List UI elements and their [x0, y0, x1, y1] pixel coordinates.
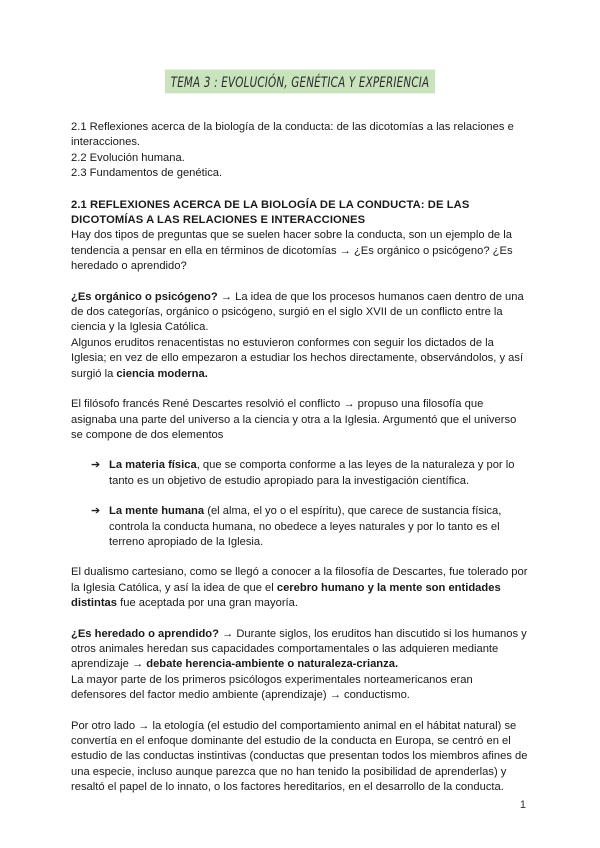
list-item-text: , que se comporta conforme a las leyes de la naturaleza y por lo tanto es un objetivo de estudio apropiado para la investigación científica.	[109, 459, 515, 487]
document-body	[71, 120, 531, 796]
question-heredado: ¿Es heredado o aprendido?	[71, 627, 219, 640]
toc-item: 2.3 Fundamentos de genética.	[71, 167, 223, 180]
list-item-bold: La mente humana	[109, 505, 205, 518]
question-organico-paragraph	[71, 290, 531, 336]
title-wrap	[0, 72, 600, 91]
question-organico-text: → La idea de que los procesos humanos caen dentro de una de dos categorías, orgánico o psicógeno, surgió en el siglo XVII de un conflicto entre la ciencia y la Iglesia Católica.	[71, 290, 524, 334]
intro-paragraph: Hay dos tipos de preguntas que se suelen hacer sobre la conducta, son un ejemplo de la tendencia a pensar en ella en términos de dicotomías → ¿Es orgánico o psicógeno? ¿Es heredado o aprendido?	[71, 229, 513, 273]
section-heading: 2.1 REFLEXIONES ACERCA DE LA BIOLOGÍA DE LA CONDUCTA: DE LAS DICOTOMÍAS A LAS RELACIONES E INTERACCIONES	[71, 198, 470, 227]
elements-list	[71, 458, 531, 550]
ciencia-moderna: ciencia moderna.	[116, 367, 208, 380]
page-title: TEMA 3 : EVOLUCIÓN, GENÉTICA Y EXPERIENCIA	[165, 70, 436, 94]
question-organico: ¿Es orgánico o psicógeno?	[71, 290, 218, 303]
list-item	[91, 504, 531, 550]
page-number: 1	[519, 799, 526, 811]
arrow-icon: ➔	[91, 505, 101, 518]
arrow-icon: ➔	[91, 459, 101, 472]
renacentistas-paragraph	[71, 336, 531, 382]
toc-item: 2.2 Evolución humana.	[71, 151, 185, 164]
dualismo-bold: cerebro humano y la mente son entidades distintas	[71, 581, 501, 610]
conductismo-paragraph: La mayor parte de los primeros psicólogos experimentales norteamericanos eran defensores del factor medio ambiente (aprendizaje) → conductismo.	[71, 673, 473, 702]
list-item-text: (el alma, el yo o el espíritu), que carece de sustancia física, controla la conducta humana, no obedece a leyes naturales y por lo tanto es el terreno apropiado de la Iglesia.	[109, 505, 502, 548]
question-heredado-paragraph	[71, 627, 531, 673]
dualismo-text: El dualismo cartesiano, como se llegó a conocer a la filosofía de Descartes, fue tolerado por la Iglesia Católica, y así la idea de que el	[71, 566, 528, 594]
table-of-contents	[71, 120, 531, 182]
dualismo-paragraph	[71, 565, 531, 611]
toc-item: 2.1 Reflexiones acerca de la biología de la conducta: de las dicotomías a las relaciones e interacciones.	[71, 121, 514, 149]
dualismo-text-end: fue aceptada por una gran mayoría.	[117, 597, 298, 610]
descartes-paragraph: El filósofo francés René Descartes resolvió el conflicto → propuso una filosofía que asignaba una parte del universo a la ciencia y otra a la Iglesia. Argumentó que el universo se compone de dos elementos	[71, 398, 517, 441]
question-heredado-text: → Durante siglos, los eruditos han discutido si los humanos y otros animales heredan sus capacidades comportamentales o las adquieren mediante aprendizaje →	[71, 627, 527, 671]
renacentistas-text: Algunos eruditos renacentistas no estuvieron conformes con seguir los dictados de la Iglesia; en vez de ello empezaron a estudiar los hechos directamente, observándolos, y así surgió la	[71, 336, 524, 380]
debate-bold: debate herencia-ambiente o naturaleza-crianza.	[146, 658, 399, 671]
list-item	[91, 458, 531, 489]
etologia-paragraph: Por otro lado → la etología (el estudio del comportamiento animal en el hábitat natural) se convertía en el enfoque dominante del estudio de la conducta en Europa, se centró en el estudio de las conductas instintivas (conductas que presentan todos los miembros afines de una especie, incluso aunque parezca que no han tenido la posibilidad de aprenderlas) y resaltó el papel de lo innato, o los factores hereditarios, en el desarrollo de la conducta.	[71, 719, 528, 794]
list-item-bold: La materia física	[109, 459, 197, 472]
